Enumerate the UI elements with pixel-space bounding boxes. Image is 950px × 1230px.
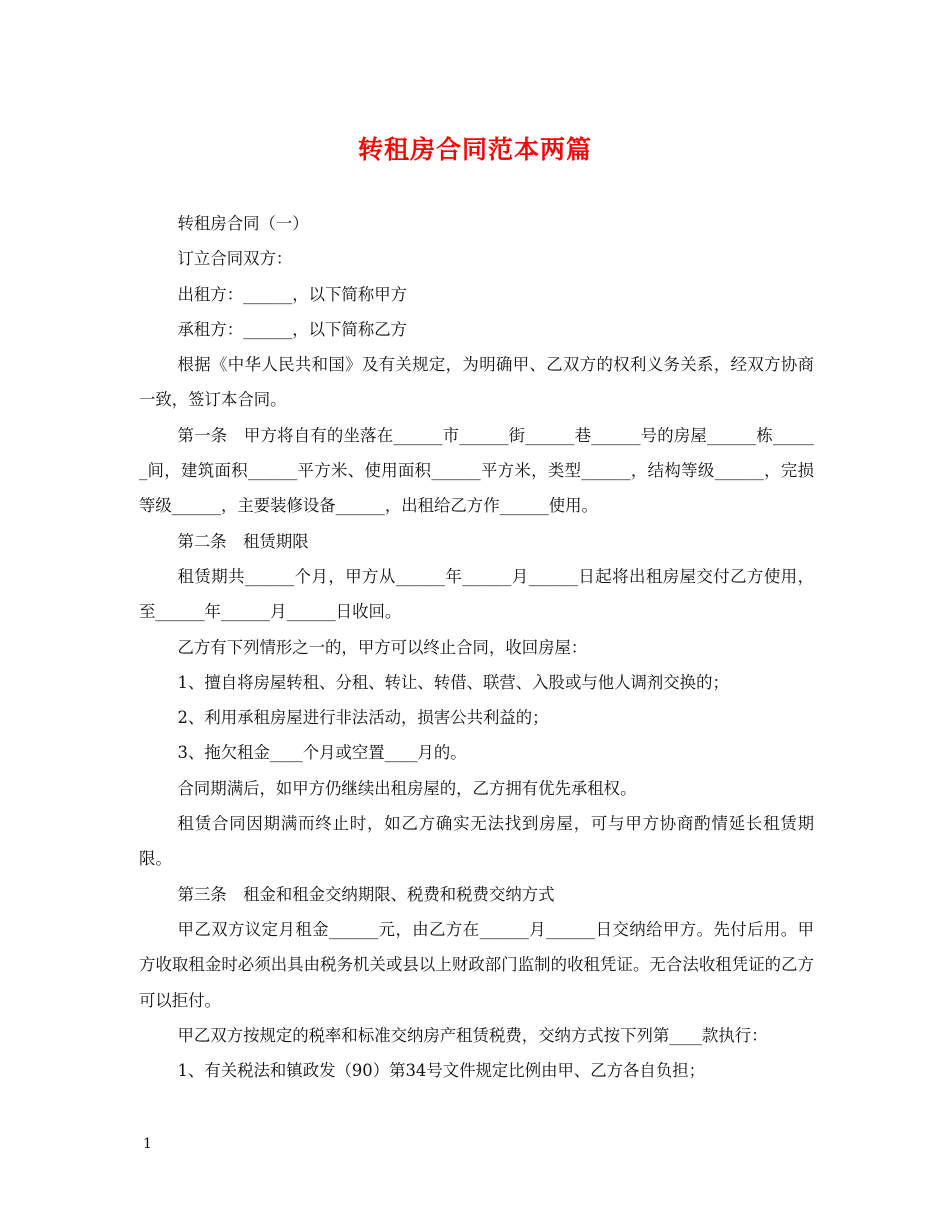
paragraph-extension: 租赁合同因期满而终止时，如乙方确实无法找到房屋，可与甲方协商酌情延长租赁期限。 <box>139 814 814 869</box>
paragraph-article-2-heading: 第二条 租赁期限 <box>177 531 309 551</box>
paragraph-parties-heading: 订立合同双方： <box>177 249 293 269</box>
document-body <box>139 206 814 1088</box>
paragraph-priority-right: 合同期满后，如甲方仍继续出租房屋的，乙方拥有优先承租权。 <box>177 778 637 798</box>
paragraph-tax-item-1: 1、有关税法和镇政发（90）第34号文件规定比例由甲、乙方各自负担； <box>177 1061 705 1081</box>
paragraph-condition-2: 2、利用承租房屋进行非法活动，损害公共利益的； <box>177 708 549 728</box>
document-title: 转租房合同范本两篇 <box>357 135 592 164</box>
paragraph-condition-3: 3、拖欠租金____个月或空置____月的。 <box>177 743 467 763</box>
paragraph-rent-payment: 甲乙双方议定月租金______元，由乙方在______月______日交纳给甲方。先付后用。甲方收取租金时必须出具由税务机关或县以上财政部门监制的收租凭证。无合法收租凭证的乙方可以拒付。 <box>139 919 814 1010</box>
paragraph-preamble: 根据《中华人民共和国》及有关规定，为明确甲、乙双方的权利义务关系，经双方协商一致，签订本合同。 <box>139 355 814 410</box>
paragraph-condition-1: 1、擅自将房屋转租、分租、转让、转借、联营、入股或与他人调剂交换的； <box>177 672 729 692</box>
paragraph-article-3-heading: 第三条 租金和租金交纳期限、税费和税费交纳方式 <box>177 884 555 904</box>
paragraph-tax-payment: 甲乙双方按规定的税率和标准交纳房产租赁税费，交纳方式按下列第____款执行： <box>177 1025 768 1045</box>
paragraph-subtitle: 转租房合同（一） <box>177 214 309 233</box>
paragraph-lessee: 承租方：______，以下简称乙方 <box>177 319 407 339</box>
paragraph-termination-conditions: 乙方有下列情形之一的，甲方可以终止合同，收回房屋： <box>177 637 588 657</box>
page-number: 1 <box>143 1136 152 1152</box>
paragraph-lessor: 出租方：______，以下简称甲方 <box>177 284 407 304</box>
paragraph-lease-term: 租赁期共______个月，甲方从______年______月______日起将出租房屋交付乙方使用，至______年______月______日收回。 <box>139 566 814 622</box>
paragraph-article-1: 第一条 甲方将自有的坐落在______市______街______巷______号的房屋______栋______间，建筑面积______平方米、使用面积______平方米，类型______，结构等级______，完损等级______，主要装修设备______，出租给乙方作______使用。 <box>139 425 814 516</box>
